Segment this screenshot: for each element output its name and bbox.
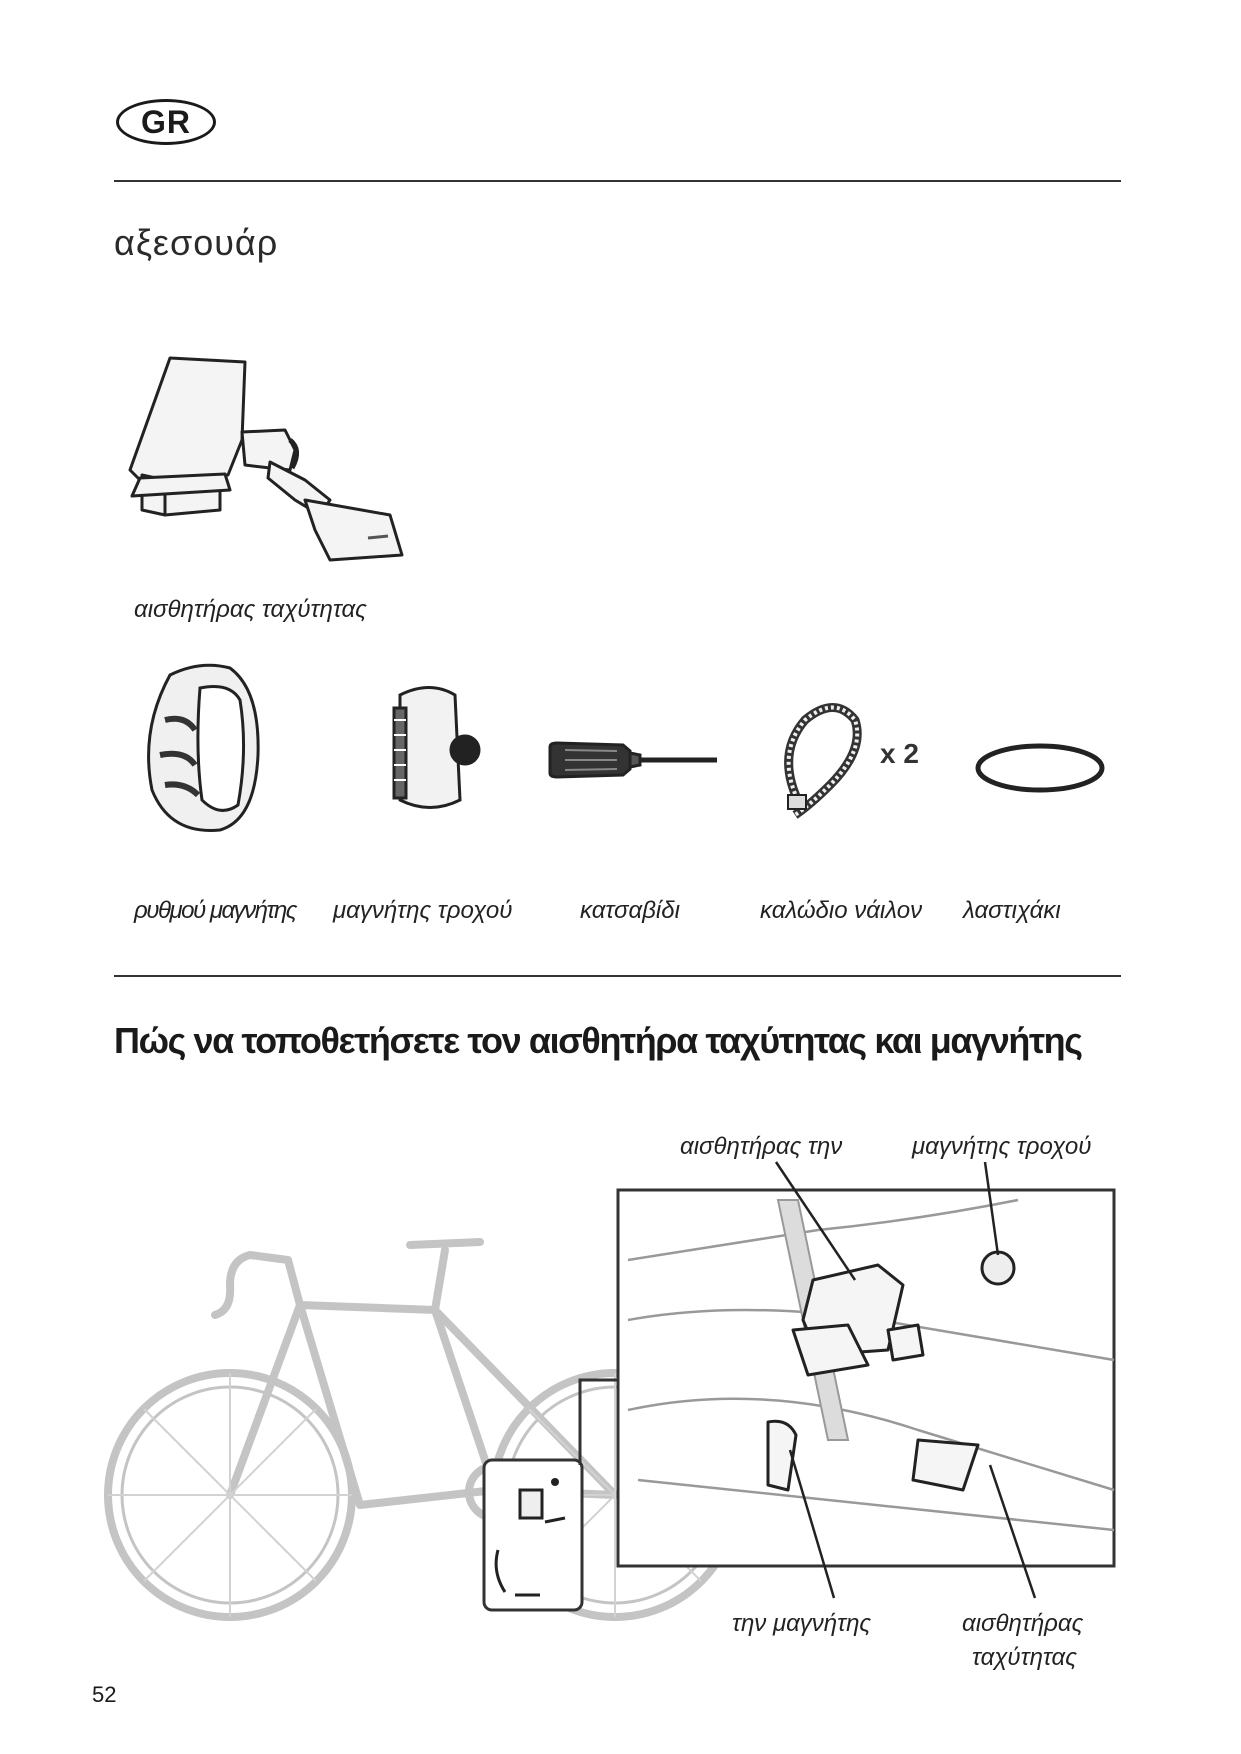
cable-tie-label: καλώδιο νάιλον bbox=[760, 897, 923, 924]
screwdriver-label: κατσαβίδι bbox=[580, 897, 680, 924]
cable-tie-count: x 2 bbox=[880, 738, 919, 769]
installation-title: Πώς να τοποθετήσετε τον αισθητήρα ταχύτητας και μαγνήτης bbox=[114, 1020, 1082, 1061]
accessories-title: αξεσουάρ bbox=[114, 222, 279, 263]
language-badge: GR bbox=[116, 99, 216, 145]
rubber-band-label: λαστιχάκι bbox=[963, 897, 1061, 924]
callout-speed-sensor-bottom-line1: αισθητήρας bbox=[962, 1610, 1084, 1637]
callout-sensor-top: αισθητήρας την bbox=[680, 1133, 843, 1160]
page-number: 52 bbox=[92, 1682, 117, 1707]
wheel-magnet-label: μαγνήτης τροχού bbox=[333, 897, 513, 924]
callout-magnet-bottom: την μαγνήτης bbox=[732, 1610, 872, 1637]
cadence-magnet-label: ρυθμού μαγνήτης bbox=[134, 897, 296, 924]
callout-wheel-magnet-top: μαγνήτης τροχού bbox=[912, 1133, 1092, 1160]
callout-speed-sensor-bottom-line2: ταχύτητας bbox=[972, 1644, 1077, 1671]
speed-sensor-caption: αισθητήρας ταχύτητας bbox=[134, 596, 367, 623]
